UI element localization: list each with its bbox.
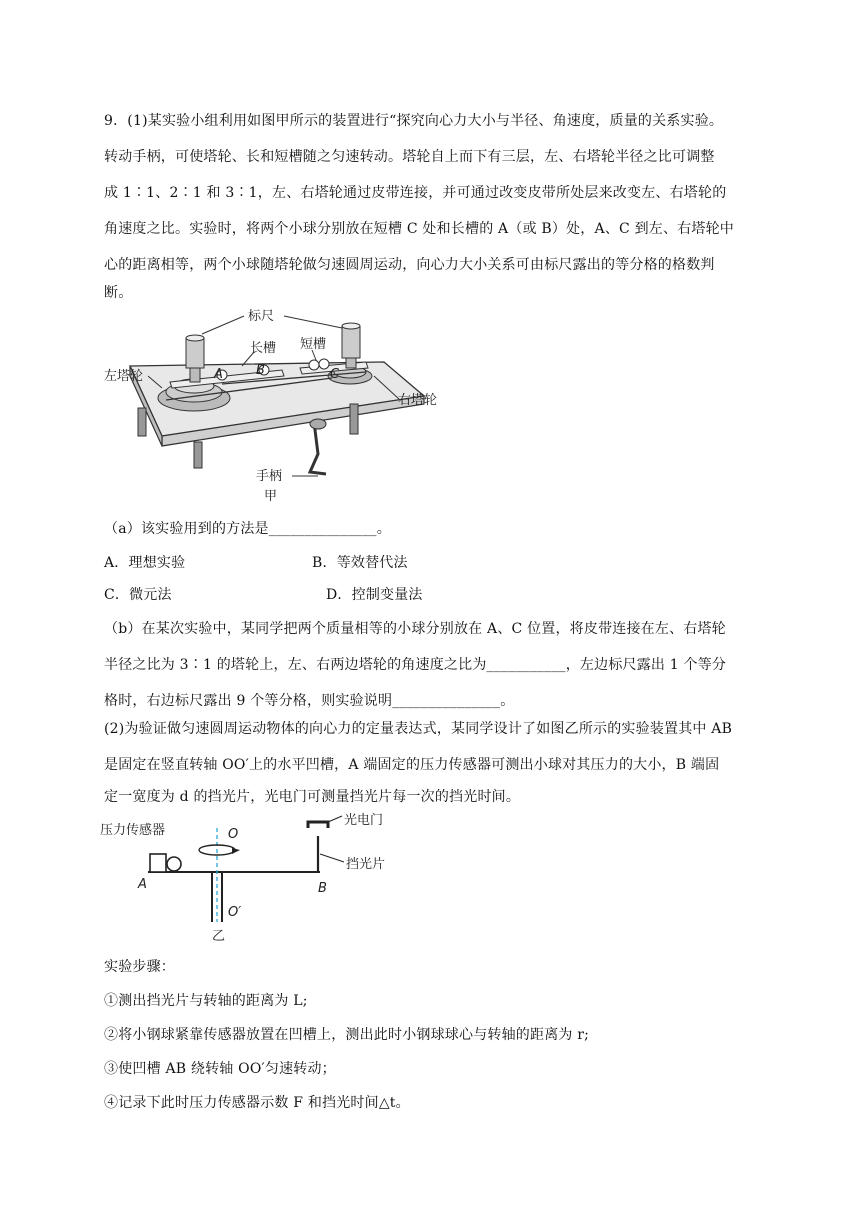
left-wheel-label: 左塔轮 [104,369,144,384]
figure-1-caption: 甲 [264,489,278,504]
step-2: ②将小钢球紧靠传感器放置在凹槽上，测出此时小钢球球心与转轴的距离为 r; [104,1027,590,1043]
question-2-line-2: 是固定在竖直转轴 OO′上的水平凹槽，A 端固定的压力传感器可测出小球对其压力的大小，B 端固 [104,757,720,773]
question-2-line-3: 定一宽度为 d 的挡光片，光电门可测量挡光片每一次的挡光时间。 [104,789,521,805]
end-a-label: A [138,877,147,892]
step-4: ④记录下此时压力传感器示数 F 和挡光时间△t。 [104,1095,410,1111]
figure-2-caption: 乙 [212,929,226,944]
question-2-line-1: (2)为验证做匀速圆周运动物体的向心力的定量表达式，某同学设计了如图乙所示的实验装置其中 AB [104,721,733,737]
apparatus-drawing [104,304,444,504]
short-slot-label: 短槽 [300,337,327,352]
long-slot-label: 长槽 [250,341,277,356]
q9-line-2: 转动手柄，可使塔轮、长和短槽随之匀速转动。塔轮自上而下有三层，左、右塔轮半径之比可调整 [104,149,715,165]
question-b-line-1: （b）在某次实验中，某同学把两个质量相等的小球分别放在 A、C 位置，将皮带连接在左、右塔轮 [104,621,726,637]
q9-line-4: 角速度之比。实验时，将两个小球分别放在短槽 C 处和长槽的 A（或 B）处，A、C 到左、右塔轮中 [104,221,734,237]
figure-centripetal-apparatus [104,304,444,504]
q9-line-3: 成 1∶1、2∶1 和 3∶1，左、右塔轮通过皮带连接，并可通过改变皮带所处层来改变左、右塔轮的 [104,185,727,201]
option-d[interactable]: D．控制变量法 [326,587,423,603]
ruler-label: 标尺 [248,309,275,324]
step-1: ①测出挡光片与转轴的距离为 L; [104,993,308,1009]
steps-title: 实验步骤： [104,959,175,975]
q9-line-6: 断。 [104,285,133,301]
shutter-label: 挡光片 [346,857,386,872]
point-b-label: B [256,363,265,378]
question-a: （a）该实验用到的方法是_______________。 [104,521,391,537]
figure-rotating-groove [100,812,420,948]
photogate-label: 光电门 [344,813,384,828]
end-b-label: B [318,881,327,896]
axis-o-label: O [228,827,239,842]
option-c[interactable]: C．微元法 [104,587,172,603]
option-b[interactable]: B．等效替代法 [312,555,408,571]
question-b-line-2: 半径之比为 3∶1 的塔轮上，左、右两边塔轮的角速度之比为___________，左边标尺露出 1 个等分 [104,657,727,673]
groove-drawing [100,812,420,948]
right-wheel-label: 右塔轮 [398,393,438,408]
point-c-label: C [330,367,340,382]
axis-o-prime-label: O′ [228,905,242,920]
pressure-sensor-label: 压力传感器 [100,823,166,838]
step-3: ③使凹槽 AB 绕转轴 OO′匀速转动； [104,1061,336,1077]
q9-line-1: 9．(1)某实验小组利用如图甲所示的装置进行“探究向心力大小与半径、角速度，质量的关系实验。 [104,113,724,129]
option-a[interactable]: A．理想实验 [104,555,186,571]
point-a-label: A [214,367,223,382]
q9-line-5: 心的距离相等，两个小球随塔轮做匀速圆周运动，向心力大小关系可由标尺露出的等分格的格数判 [104,257,715,273]
handle-label: 手柄 [256,469,283,484]
question-b-line-3: 格时，右边标尺露出 9 个等分格，则实验说明_______________。 [104,693,515,709]
